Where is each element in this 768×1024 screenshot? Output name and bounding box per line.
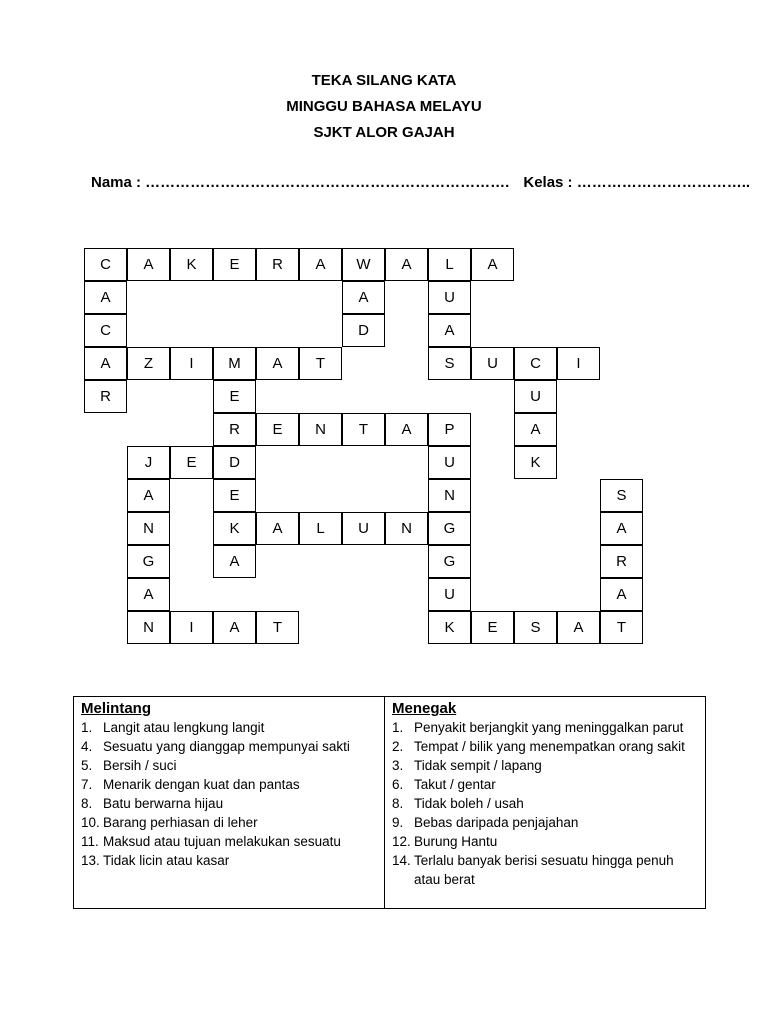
clue-text: Takut / gentar	[414, 777, 496, 792]
kelas-field[interactable]: Kelas : ……………………………..	[523, 174, 751, 191]
grid-cell[interactable]: I	[170, 611, 213, 644]
grid-cell[interactable]: J	[127, 446, 170, 479]
grid-cell[interactable]: L	[428, 248, 471, 281]
grid-cell[interactable]: C	[84, 248, 127, 281]
grid-cell[interactable]: A	[600, 578, 643, 611]
grid-cell[interactable]: K	[428, 611, 471, 644]
title-line-1: TEKA SILANG KATA	[311, 72, 457, 89]
grid-cell[interactable]: A	[385, 248, 428, 281]
clue-number: 9.	[392, 815, 404, 830]
clue-number: 3.	[392, 758, 404, 773]
clue-text: Burung Hantu	[414, 834, 498, 849]
grid-cell[interactable]: A	[213, 611, 256, 644]
grid-cell[interactable]: R	[256, 248, 299, 281]
clue-item	[81, 813, 377, 832]
grid-cell[interactable]: A	[471, 248, 514, 281]
clue-text: Bersih / suci	[103, 758, 177, 773]
across-list	[81, 718, 377, 870]
clue-number: 14.	[392, 853, 411, 868]
grid-cell[interactable]: N	[299, 413, 342, 446]
across-heading: Melintang	[81, 700, 151, 717]
clue-number: 1.	[81, 720, 93, 735]
grid-cell[interactable]: Z	[127, 347, 170, 380]
grid-cell[interactable]: S	[600, 479, 643, 512]
grid-cell[interactable]: T	[256, 611, 299, 644]
down-list	[392, 718, 698, 889]
grid-cell[interactable]: E	[213, 380, 256, 413]
grid-cell[interactable]: A	[84, 281, 127, 314]
nama-field[interactable]: Nama : ……………………………………………………………….	[91, 174, 510, 191]
clue-text: Batu berwarna hijau	[103, 796, 224, 811]
clue-number: 7.	[81, 777, 93, 792]
grid-cell[interactable]: E	[213, 248, 256, 281]
clue-item	[392, 832, 698, 851]
clues-table	[73, 696, 706, 909]
grid-cell[interactable]: U	[514, 380, 557, 413]
grid-cell[interactable]: W	[342, 248, 385, 281]
grid-cell[interactable]: S	[428, 347, 471, 380]
grid-cell[interactable]: T	[299, 347, 342, 380]
clues-across	[74, 697, 385, 908]
grid-cell[interactable]: E	[213, 479, 256, 512]
grid-cell[interactable]: L	[299, 512, 342, 545]
clue-text: Tidak boleh / usah	[414, 796, 524, 811]
grid-cell[interactable]: C	[514, 347, 557, 380]
grid-cell[interactable]: U	[428, 281, 471, 314]
grid-cell[interactable]: A	[127, 479, 170, 512]
grid-cell[interactable]: D	[342, 314, 385, 347]
grid-cell[interactable]: A	[127, 578, 170, 611]
clue-item	[392, 718, 698, 737]
clue-item	[81, 737, 377, 756]
grid-cell[interactable]: K	[213, 512, 256, 545]
clue-item	[392, 756, 698, 775]
clue-number: 13.	[81, 853, 100, 868]
grid-cell[interactable]: M	[213, 347, 256, 380]
grid-cell[interactable]: A	[514, 413, 557, 446]
grid-cell[interactable]: G	[428, 512, 471, 545]
clues-down	[385, 697, 705, 908]
grid-cell[interactable]: N	[428, 479, 471, 512]
clue-item	[392, 794, 698, 813]
clue-text: Barang perhiasan di leher	[103, 815, 258, 830]
clue-number: 8.	[392, 796, 404, 811]
clue-item	[392, 737, 698, 756]
grid-cell[interactable]: A	[299, 248, 342, 281]
grid-cell[interactable]: A	[428, 314, 471, 347]
clue-text: Maksud atau tujuan melakukan sesuatu	[103, 834, 341, 849]
clue-item	[81, 851, 377, 870]
grid-cell[interactable]: R	[600, 545, 643, 578]
clue-item	[81, 775, 377, 794]
clue-number: 1.	[392, 720, 404, 735]
grid-cell[interactable]: C	[84, 314, 127, 347]
clue-number: 4.	[81, 739, 93, 754]
grid-cell[interactable]: U	[471, 347, 514, 380]
grid-cell[interactable]: U	[428, 446, 471, 479]
clue-item	[81, 756, 377, 775]
clue-text: Terlalu banyak berisi sesuatu hingga penuh atau berat	[414, 853, 674, 887]
clue-number: 8.	[81, 796, 93, 811]
grid-cell[interactable]: T	[342, 413, 385, 446]
grid-cell[interactable]: A	[127, 248, 170, 281]
grid-cell[interactable]: E	[170, 446, 213, 479]
grid-cell[interactable]: E	[471, 611, 514, 644]
grid-cell[interactable]: A	[385, 413, 428, 446]
down-heading: Menegak	[392, 700, 457, 717]
clue-number: 11.	[81, 834, 99, 849]
clue-text: Penyakit berjangkit yang meninggalkan parut	[414, 720, 684, 735]
clue-item	[392, 775, 698, 794]
grid-cell[interactable]: I	[170, 347, 213, 380]
grid-cell[interactable]: P	[428, 413, 471, 446]
clue-text: Tidak licin atau kasar	[103, 853, 230, 868]
grid-cell[interactable]: A	[256, 512, 299, 545]
grid-cell[interactable]: A	[557, 611, 600, 644]
clue-text: Bebas daripada penjajahan	[414, 815, 579, 830]
grid-cell[interactable]: A	[84, 347, 127, 380]
grid-cell[interactable]: T	[600, 611, 643, 644]
clue-number: 12.	[392, 834, 411, 849]
clue-number: 10.	[81, 815, 100, 830]
title-line-2: MINGGU BAHASA MELAYU	[286, 98, 482, 115]
grid-cell[interactable]: G	[127, 545, 170, 578]
grid-cell[interactable]: G	[428, 545, 471, 578]
grid-cell[interactable]: A	[342, 281, 385, 314]
clue-number: 2.	[392, 739, 404, 754]
grid-cell[interactable]: A	[600, 512, 643, 545]
grid-cell[interactable]: U	[342, 512, 385, 545]
clue-text: Tempat / bilik yang menempatkan orang sakit	[414, 739, 685, 754]
clue-item	[392, 813, 698, 832]
grid-cell[interactable]: D	[213, 446, 256, 479]
grid-cell[interactable]: N	[385, 512, 428, 545]
clue-number: 6.	[392, 777, 404, 792]
grid-cell[interactable]: A	[213, 545, 256, 578]
clue-item	[81, 832, 377, 851]
clue-text: Sesuatu yang dianggap mempunyai sakti	[103, 739, 350, 754]
grid-cell[interactable]: N	[127, 512, 170, 545]
clue-item	[81, 794, 377, 813]
grid-cell[interactable]: U	[428, 578, 471, 611]
grid-cell[interactable]: K	[514, 446, 557, 479]
clue-text: Langit atau lengkung langit	[103, 720, 265, 735]
grid-cell[interactable]: S	[514, 611, 557, 644]
clue-text: Menarik dengan kuat dan pantas	[103, 777, 300, 792]
clue-text: Tidak sempit / lapang	[414, 758, 542, 773]
grid-cell[interactable]: I	[557, 347, 600, 380]
grid-cell[interactable]: A	[256, 347, 299, 380]
clue-item	[392, 851, 698, 889]
grid-cell[interactable]: K	[170, 248, 213, 281]
clue-number: 5.	[81, 758, 93, 773]
grid-cell[interactable]: R	[213, 413, 256, 446]
grid-cell[interactable]: E	[256, 413, 299, 446]
clue-item	[81, 718, 377, 737]
title-line-3: SJKT ALOR GAJAH	[313, 124, 455, 141]
grid-cell[interactable]: N	[127, 611, 170, 644]
grid-cell[interactable]: R	[84, 380, 127, 413]
